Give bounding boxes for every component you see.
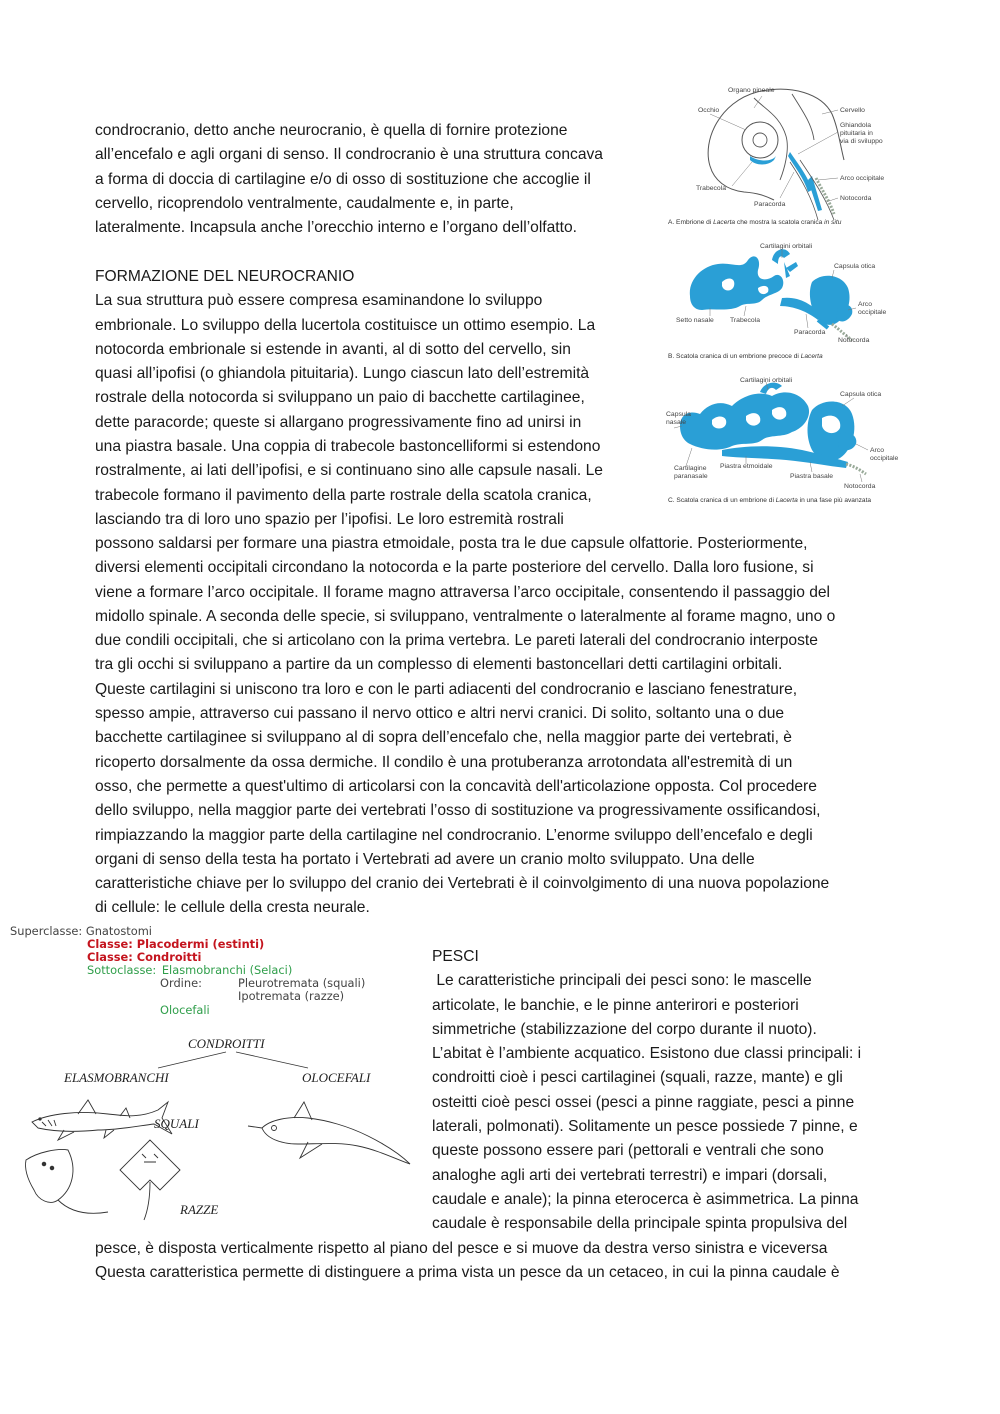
label-ghiandola-2: pituitaria in (840, 130, 873, 137)
text-line: condrocranio, detto anche neurocranio, è quella di fornire protezione (95, 122, 568, 139)
text-line: lasciando tra di loro uno spazio per l’ipofisi. Le loro estremità rostrali (95, 510, 564, 528)
label-ghiandola-1: Ghiandola (840, 122, 871, 129)
label-trabecola: Trabecola (696, 185, 726, 192)
text-line: L’abitat è l’ambiente acquatico. Esistono due classi principali: i (432, 1045, 862, 1063)
shark-drawing (32, 1100, 172, 1140)
chimaera-drawing (248, 1102, 410, 1164)
intro-paragraph (95, 119, 655, 240)
label-piastra-etmoidale: Piastra etmoidale (720, 463, 773, 470)
label-paracorda-b: Paracorda (794, 329, 826, 336)
text-line: dello sviluppo, nella maggior parte dei vertebrati l’osso di sostituzione va progressivamente ossificandosi, (95, 802, 821, 820)
text-line: spesso ampie, attraverso cui passano il nervo ottico e altri nervi cranici. Di solito, soltanto una o due (95, 705, 785, 723)
text-line: rostralmente, ai lati dell’ipofisi, e si continuano sino alle capsule nasali. Le (95, 462, 603, 480)
label-cart-paranasale-1: Cartilagine (674, 465, 707, 472)
text-line: condroitti cioè i pesci cartilaginei (squali, razze, mante) e gli (432, 1069, 843, 1087)
text-line: caudale è responsabile della principale spinta propulsiva del (432, 1215, 848, 1233)
superclasse-value: Gnatostomi (85, 924, 152, 938)
text-line: ricoperto dorsalmente da ossa dermiche. Il condilo è una protuberanza arrotondata all'estremità di un (95, 753, 793, 771)
figure-a-caption: A. Embrione di Lacerta che mostra la scatola cranica in situ (668, 219, 842, 226)
label-occhio: Occhio (698, 107, 720, 114)
text-line: all’encefalo e agli organi di senso. Il condrocranio è una struttura concava (95, 146, 603, 164)
label-paracorda: Paracorda (754, 201, 786, 208)
squali-label: SQUALI (154, 1116, 199, 1131)
text-line: lateralmente. Incapsula anche l’orecchio interno e l’organo dell’olfatto. (95, 219, 577, 237)
text-line: quasi all’ipofisi (o ghiandola pituitaria). Lungo ciascun lato dell’estremità (95, 365, 590, 383)
label-trabecola-b: Trabecola (730, 317, 760, 324)
ray-drawing-right (120, 1140, 180, 1220)
label-organo-pineale: Organo pineale (728, 87, 775, 94)
text-line: midollo spinale. A seconda delle specie, si sviluppano, ventralmente o lateralmente al forame magno, uno o (95, 607, 836, 625)
ordine-ipotremata: Ipotremata (razze) (238, 989, 345, 1003)
label-cartilagini-orbitali-c: Cartilagini orbitali (740, 377, 793, 384)
pesci-heading: PESCI (432, 948, 479, 965)
label-piastra-basale: Piastra basale (790, 473, 834, 480)
text-line: osso, che permette a quest'ultimo di articolarsi con la concavità dell'articolazione opposta. Col procedere (95, 777, 817, 795)
pesci-section-wide (95, 1237, 915, 1286)
text-line: rimpiazzando la maggior parte della cartilagine nel condrocranio. L’enorme sviluppo dell’encefalo e degli (95, 826, 813, 844)
taxonomy-block (10, 925, 410, 1025)
text-line: di cellule: le cellule della cresta neurale. (95, 899, 370, 917)
text-line: rostrale della notocorda si sviluppano un paio di bacchette cartilaginee, (95, 389, 585, 407)
label-notocorda: Notocorda (840, 195, 872, 202)
tree-root-label: CONDROITTI (188, 1036, 265, 1051)
label-capsula-otica: Capsula otica (834, 263, 876, 270)
text-line: notocorda embrionale si estende in avanti, al di sotto del cervello, sin (95, 340, 571, 358)
label-arco-2: occipitale (858, 309, 887, 316)
label-capsula-nasale-1: Capsula (666, 411, 691, 418)
ordine-label: Ordine: (160, 976, 202, 990)
text-line: articolate, le banchie, e le pinne anterirori e posteriori (432, 996, 799, 1014)
text-line: analoghe agli arti dei vertebrati terrestri) e impari (dorsali, (432, 1166, 828, 1184)
label-notocorda-c: Notocorda (844, 483, 876, 490)
text-line: Le caratteristiche principali dei pesci sono: le mascelle (432, 972, 812, 990)
text-line: laterali, polmonati). Solitamente un pesce possiede 7 pinne, e (432, 1118, 858, 1136)
sottoclasse-value: Elasmobranchi (Selaci) (161, 963, 293, 977)
classe-placodermi: Classe: Placodermi (estinti) (87, 937, 265, 951)
label-arco-c-1: Arco (870, 447, 884, 454)
olocefali-label: Olocefali (160, 1003, 210, 1017)
text-line: viene a formare l’arco occipitale. Il forame magno attraversa l’arco occipitale, consentendo il passaggio del (95, 583, 831, 601)
figure-a-embryo-skull (662, 80, 902, 232)
text-line: embrionale. Lo sviluppo della lucertola costituisce un ottimo esempio. La (95, 316, 596, 334)
figure-b-caption: B. Scatola cranica di un embrione precoce di Lacerta (668, 353, 823, 360)
neuro-section-wide (95, 532, 915, 921)
label-arco-1: Arco (858, 301, 872, 308)
superclasse-label: Superclasse: (10, 924, 83, 938)
label-notocorda-b: Notocorda (838, 337, 870, 344)
label-cart-paranasale-2: paranasale (674, 473, 708, 480)
label-cervello: Cervello (840, 107, 865, 114)
text-line: Questa caratteristica permette di distinguere a prima vista un pesce da un cetaceo, in cui la pinna caudale è (95, 1264, 840, 1282)
text-line: trabecole formano il pavimento della parte rostrale della scatola cranica, (95, 486, 592, 504)
text-line: queste possono essere pari (pettorali e ventrali che sono (432, 1142, 824, 1160)
text-line: dette paracorde; queste si allargano progressivamente fino ad unirsi in (95, 413, 582, 431)
tree-olocefali-label: OLOCEFALI (302, 1070, 371, 1085)
label-capsula-otica-c: Capsula otica (840, 391, 882, 398)
text-line: due condili occipitali, che si articolano con la prima vertebra. Le pareti laterali del condrocranio interposte (95, 632, 818, 650)
text-line: organi di senso della testa ha portato i Vertebrati ad avere un cranio molto sviluppato. Una delle (95, 850, 755, 868)
text-line: cervello, ricoprendolo ventralmente, caudalmente e, in parte, (95, 194, 514, 212)
text-line: osteitti cioè pesci ossei (pesci a pinne raggiate, pesci a pinne (432, 1093, 855, 1111)
neuro-section-narrow (95, 265, 655, 532)
text-line: caudale e anale); la pinna eterocerca è asimmetrica. La pinna (432, 1190, 859, 1208)
tree-elasmobranchi-label: ELASMOBRANCHI (64, 1070, 169, 1085)
razze-label: RAZZE (180, 1202, 219, 1217)
label-arco-occipitale: Arco occipitale (840, 175, 885, 182)
text-line: La sua struttura può essere compresa esaminandone lo sviluppo (95, 292, 543, 310)
text-line: pesce, è disposta verticalmente rispetto al piano del pesce e si muove da destra verso sinistra e viceversa (95, 1240, 828, 1257)
label-setto-nasale: Setto nasale (676, 317, 714, 324)
text-line: diversi elementi occipitali circondano la notocorda e la parte posteriore del cervello. Dalla loro fusione, si (95, 559, 814, 577)
text-line: simmetriche (stabilizzazione del corpo durante il nuoto). (432, 1020, 817, 1038)
text-line: bacchette cartilaginee si sviluppano al di sopra dell’encefalo che, nella maggior parte dei vertebrati, è (95, 729, 792, 747)
figure-b-early-skull (662, 236, 902, 364)
text-line: caratteristiche chiave per lo sviluppo del cranio dei Vertebrati è il coinvolgimento di una nuova popolazione (95, 875, 830, 893)
pesci-section-narrow (432, 945, 912, 1237)
neuro-heading: FORMAZIONE DEL NEUROCRANIO (95, 268, 355, 285)
figure-c-caption: C. Scatola cranica di un embrione di Lacerta in una fase più avanzata (668, 497, 872, 504)
text-line: possono saldarsi per formare una piastra etmoidale, posta tra le due capsule olfattorie. Posteriormente, (95, 535, 808, 552)
figure-c-advanced-skull (662, 370, 902, 510)
text-line: tra gli occhi si sviluppano a partire da un complesso di elementi bastoncellari detti cartilagini orbitali. (95, 656, 783, 674)
label-cartilagini-orbitali: Cartilagini orbitali (760, 243, 813, 250)
text-line: Queste cartilagini si uniscono tra loro e con le parti adiacenti del condrocranio e lasciano fenestrature, (95, 680, 798, 698)
label-capsula-nasale-2: nasale (666, 419, 687, 426)
text-line: una piastra basale. Una coppia di trabecole bastoncelliformi si estendono (95, 438, 601, 456)
ordine-pleurotremata: Pleurotremata (squali) (238, 976, 366, 990)
condroitti-illustration (8, 1030, 418, 1225)
label-ghiandola-3: via di sviluppo (840, 138, 883, 145)
classe-condroitti: Classe: Condroitti (87, 950, 202, 964)
sottoclasse-label: Sottoclasse: (87, 963, 157, 977)
text-line: a forma di doccia di cartilagine e/o di osso di sostituzione che accoglie il (95, 170, 591, 188)
ray-drawing-left (25, 1149, 108, 1213)
label-arco-c-2: occipitale (870, 455, 899, 462)
